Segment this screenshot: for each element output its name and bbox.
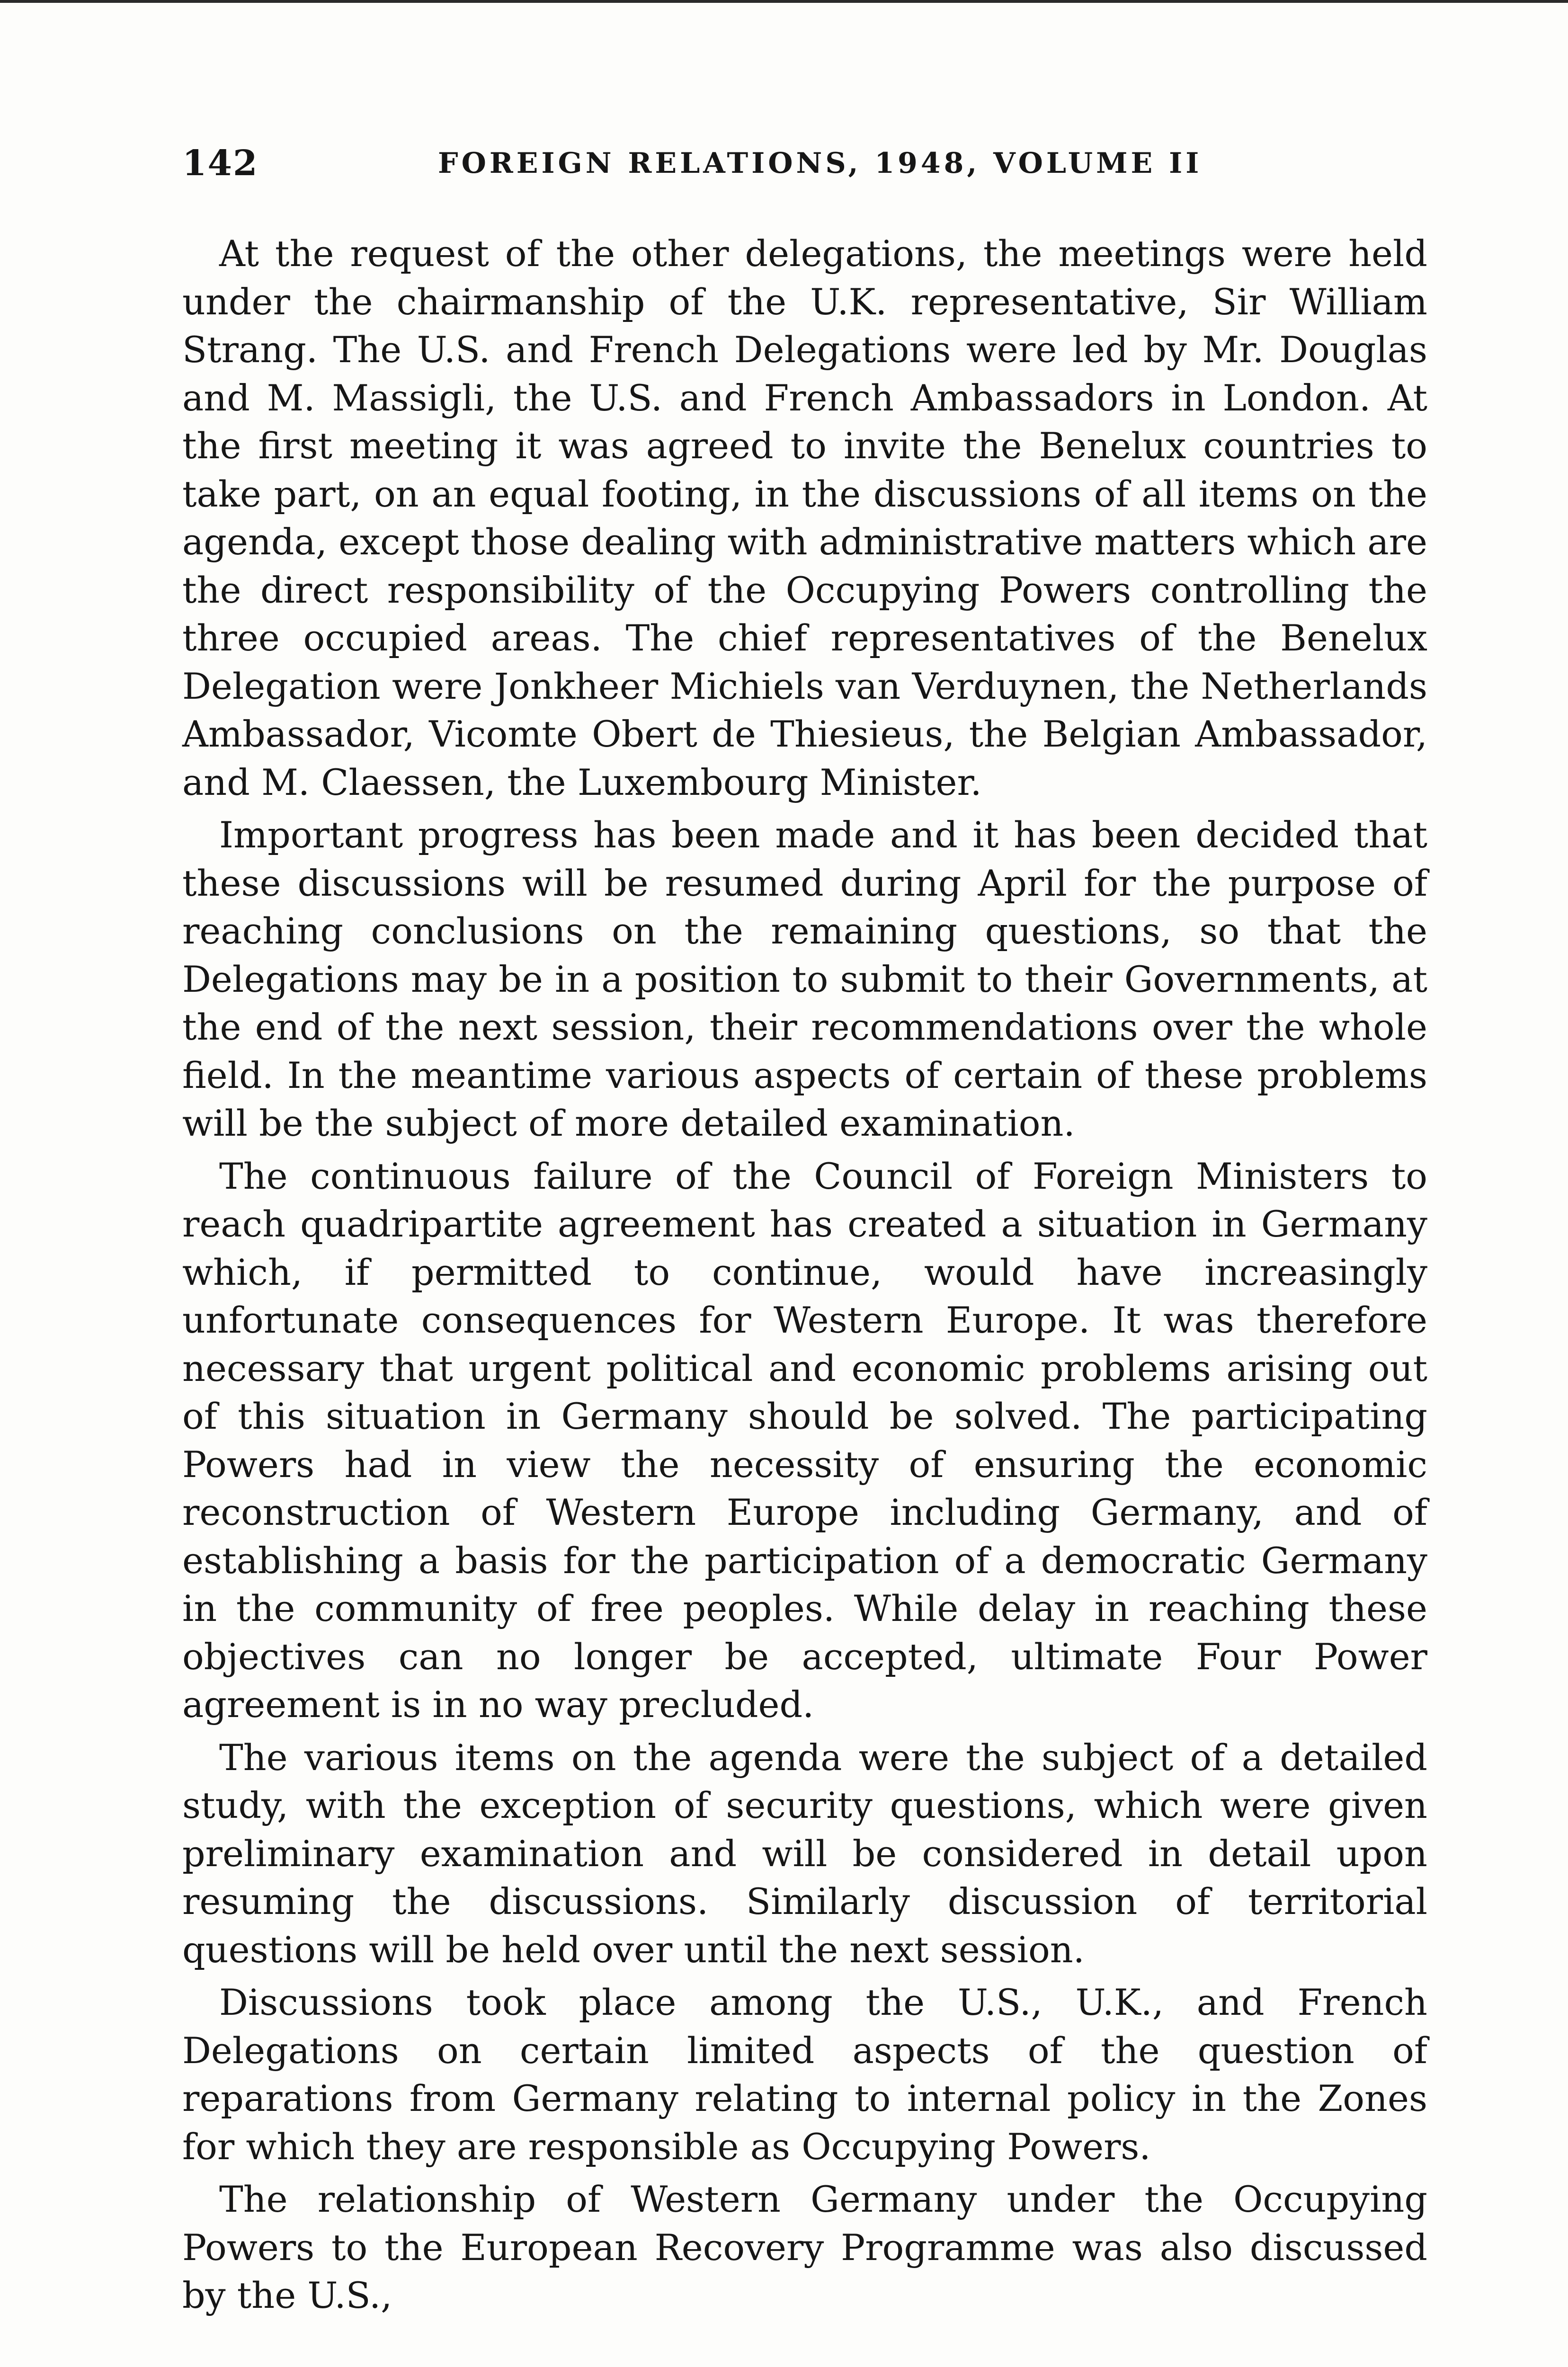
paragraph-delegations: At the request of the other delegations, the meetings were held under the chairmanship of the U.K. representative, Sir William Strang. The U.S. and French Delegations were led by Mr. Douglas and M. Massigli, the U.S. and French Ambassadors in London. At the first meeting it was agreed to invite the Benelux countries to take part, on an equal footing, in the discussions of all items on the agenda, except those dealing with administrative matters which are the direct responsibility of the Occupying Powers controlling the three occupied areas. The chief representatives of the Benelux Delegation were Jonkheer Michiels van Verduynen, the Netherlands Ambassador, Vicomte Obert de Thiesieus, the Belgian Ambassador, and M. Claessen, the Luxembourg Minister. xyxy=(182,232,1427,803)
body-text xyxy=(182,230,1427,2324)
running-head xyxy=(182,137,1413,189)
paragraph-agenda-items: The various items on the agenda were the subject of a detailed study, with the exception of security questions, which were given preliminary examination and will be considered in detail upon resuming the discussions. Similarly discussion of territorial questions will be held over until the next session. xyxy=(182,1736,1427,1971)
paragraph-reparations: Discussions took place among the U.S., U.K., and French Delegations on certain limited aspects of the question of reparations from Germany relating to internal policy in the Zones for which they are responsible as Occupying Powers. xyxy=(182,1981,1427,2168)
running-title: FOREIGN RELATIONS, 1948, VOLUME II xyxy=(438,147,1203,180)
paragraph-recovery-programme: The relationship of Western Germany under the Occupying Powers to the European Recovery Programme was also discussed by the U.S., xyxy=(182,2178,1427,2316)
page-number: 142 xyxy=(182,143,258,184)
top-border-line xyxy=(0,0,1568,3)
paragraph-council-failure: The continuous failure of the Council of Foreign Ministers to reach quadripartite agreement has created a situation in Germany which, if permitted to continue, would have increasingly unfortunate consequences for Western Europe. It was therefore necessary that urgent political and economic problems arising out of this situation in Germany should be solved. The participating Powers had in view the necessity of ensuring the economic reconstruction of Western Europe including Germany, and of establishing a basis for the participation of a democratic Germany in the community of free peoples. While delay in reaching these objectives can no longer be accepted, ultimate Four Power agreement is in no way precluded. xyxy=(182,1155,1427,1726)
paragraph-progress: Important progress has been made and it has been decided that these discussions will be resumed during April for the purpose of reaching conclusions on the remaining questions, so that the Delegations may be in a position to submit to their Governments, at the end of the next session, their recommendations over the whole field. In the meantime various aspects of certain of these problems will be the subject of more detailed examination. xyxy=(182,814,1427,1144)
